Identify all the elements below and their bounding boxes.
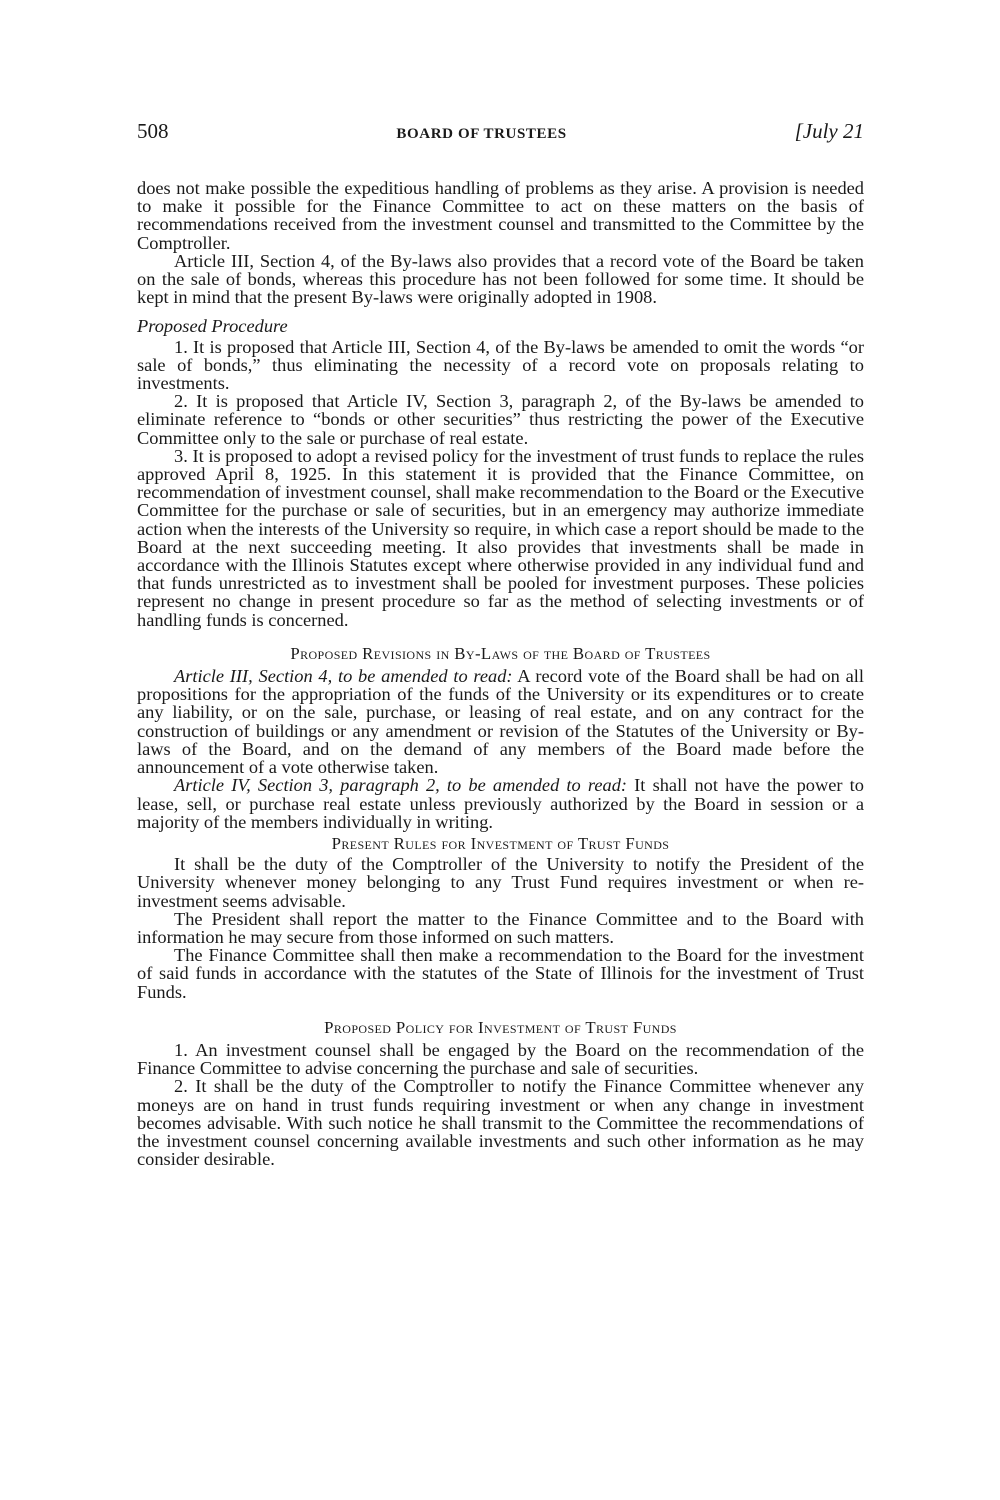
procedure-item-3: 3. It is proposed to adopt a revised policy for the investment of trust funds to replace the rules approved April 8, 1925. In this statement it is provided that the Finance Committee, on recommendation of investment counsel, shall make recommendation to the Board or the Executive Committee for the purchase or sale of securities, but in an emergency may authorize immediate action when the interests of the University so require, in which case a report should be made to the Board at the next succeeding meeting. It also provides that investments shall be made in accordance with the Illinois Statutes except where otherwise provided in any individual fund and that funds unrestricted as to investment shall be pooled for investment purposes. These policies represent no change in present procedure so far as the method of selecting investments or of handling funds is concerned.	[137, 445, 864, 630]
procedure-item-1: 1. It is proposed that Article III, Section 4, of the By-laws be amended to omit the words “or sale of bonds,” thus eliminating the necessity of a record vote on proposals relating to investments.	[137, 336, 864, 394]
running-title: BOARD OF TRUSTEES	[396, 126, 567, 142]
proposed-policy-heading: Proposed Policy for Investment of Trust Funds	[324, 1017, 677, 1037]
present-rules-heading: Present Rules for Investment of Trust Funds	[331, 833, 670, 853]
revisions-heading: Proposed Revisions in By-Laws of the Board of Trustees	[290, 643, 711, 663]
proposed-procedure-heading: Proposed Procedure	[137, 316, 288, 337]
article-iii-label: Article III, Section 4, to be amended to read:	[174, 666, 513, 687]
running-header	[137, 119, 864, 150]
document-page	[137, 119, 864, 1170]
article-iv-amendment	[137, 776, 864, 831]
article-iii-text: A record vote of the Board shall be had on all propositions for the appropriation of the funds of the University or its expenditures or to create any liability, or on the sale, purchase, or leasing of real estate, and on any contract for the construction of buildings or any amendment or revision of the Statutes of the University or By-laws of the Board, and on the demand of any members of the Board made before the announcement of a vote otherwise taken.	[137, 666, 864, 778]
policy-item-1: 1. An investment counsel shall be engaged by the Board on the recommendation of the Finance Committee to advise concerning the purchase and sale of securities.	[137, 1039, 864, 1079]
running-date: [July 21	[794, 119, 864, 143]
procedure-item-2: 2. It is proposed that Article IV, Section 3, paragraph 2, of the By-laws be amended to eliminate reference to “bonds or other securities” thus restricting the power of the Executive Committee only to the sale or purchase of real estate.	[137, 391, 864, 448]
article-iv-text: It shall not have the power to lease, sell, or purchase real estate unless previously authorized by the Board in session or a majority of the members individually in writing.	[137, 775, 864, 832]
present-rule-3: The Finance Committee shall then make a recommendation to the Board for the investment of said funds in accordance with the statutes of the State of Illinois for the investment of Trust Funds.	[137, 945, 864, 1002]
present-rule-1: It shall be the duty of the Comptroller of the University to notify the President of the University whenever money belonging to any Trust Fund requires investment or when re-investment seems advisable.	[137, 854, 864, 911]
page-number: 508	[137, 119, 169, 143]
article-iii-amendment	[137, 667, 864, 776]
article-iv-label: Article IV, Section 3, paragraph 2, to be amended to read:	[174, 775, 628, 796]
policy-item-2: 2. It shall be the duty of the Comptroller to notify the Finance Committee whenever any moneys are on hand in trust funds requiring investment or when any change in investment becomes advisable. With such notice he shall transmit to the Committee the recommendations of the investment counsel concerning available investments and such other information as he may consider desirable.	[137, 1076, 864, 1170]
present-rule-2: The President shall report the matter to the Finance Committee and to the Board with information he may secure from those informed on such matters.	[137, 908, 864, 947]
paragraph-article-iii: Article III, Section 4, of the By-laws also provides that a record vote of the Board be taken on the sale of bonds, whereas this procedure has not been followed for some time. It should be kept in mind that the present By-laws were originally adopted in 1908.	[137, 250, 864, 308]
paragraph-continuation: does not make possible the expeditious handling of problems as they arise. A provision is needed to make it possible for the Finance Committee to act on these matters on the basis of recommendations received from the investment counsel and transmitted to the Committee by the Comptroller.	[137, 178, 864, 253]
